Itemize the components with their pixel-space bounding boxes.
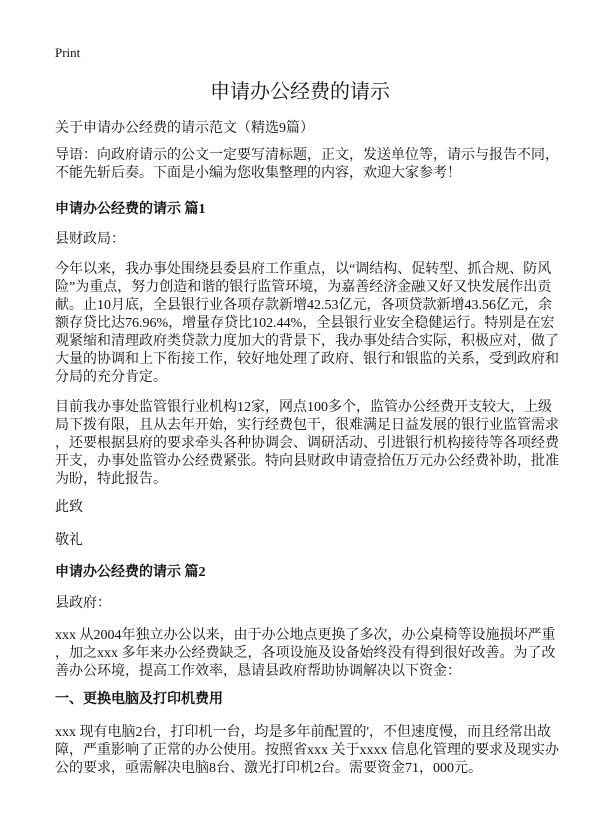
text-line: xxx 现有电脑2台，打印机一台，均是多年前配置的'，不但速度慢，而且经常出故 [55, 725, 552, 740]
closing-2: 敬礼 [55, 533, 83, 548]
text-line: 大量的协调和上下衔接工作，较好地处理了政府、银行和银监的关系，受到政府和 [55, 352, 559, 367]
intro [55, 147, 560, 183]
text-line: 开支，办事处监管办公经费紧张。特向县财政申请壹拾伍万元办公经费补助，批准 [55, 454, 559, 469]
text-line: 险”为重点，努力创造和谐的银行监管环境，为嘉善经济金融又好又快发展作出贡 [55, 280, 552, 295]
closing-1: 此致 [55, 500, 83, 515]
page-title: 申请办公经费的请示 [210, 79, 390, 103]
print-link[interactable]: Print [55, 45, 81, 60]
text-line: ，还要根据县府的要求牵头各种协调会、调研活动、引进银行机构接待等各项经费 [55, 436, 559, 451]
text-line: 今年以来，我办事处围绕县委县府工作重点，以“调结构、促转型、抓合规、防风 [55, 262, 552, 277]
subheading: 一、更换电脑及打印机费用 [55, 692, 223, 707]
addressee-2: 县政府： [55, 596, 111, 611]
text-line: 额存贷比达76.96%，增量存贷比102.44%，全县银行业安全稳健运行。特别是在宏 [55, 316, 555, 331]
text-line: 局下拨有限，且从去年开始，实行经费包干，很难满足日益发展的银行业监管需求 [55, 418, 559, 433]
text-line: 观紧缩和清理政府类贷款力度加大的背景下，我办事处结合实际，积极应对，做了 [55, 334, 559, 349]
section2-para1 [55, 627, 560, 681]
text-line: xxx 从2004年独立办公以来，由于办公地点更换了多次，办公桌椅等设施损坏严重 [55, 628, 556, 643]
section-heading-2: 申请办公经费的请示 篇2 [55, 565, 206, 580]
text-line: 目前我办事处监管银行业机构12家，网点100多个，监管办公经费开支较大，上级 [55, 400, 552, 415]
intro-line: 导语：向政府请示的公文一定要写清标题，正文，发送单位等，请示与报告不同， [55, 148, 559, 163]
section1-para1 [55, 261, 560, 387]
text-line: ，加之xxx 多年来办公经费缺乏，各项设施及设备始终没有得到很好改善。为了改 [55, 646, 556, 661]
text-line: 公的要求，亟需解决电脑8台、激光打印机2台。需要资金71，000元。 [55, 761, 482, 776]
text-line: 善办公环境，提高工作效率，恳请县政府帮助协调解决以下资金： [55, 664, 461, 679]
section-heading-1: 申请办公经费的请示 篇1 [55, 202, 206, 217]
subtitle: 关于申请办公经费的请示范文（精选9篇） [55, 121, 314, 136]
text-line: 献。止10月底，全县银行业各项存款新增42.53亿元，各项贷款新增43.56亿元，余 [55, 298, 552, 313]
section2-para2 [55, 724, 560, 778]
text-line: 障，严重影响了正常的办公使用。按照省xxx 关于xxxx 信息化管理的要求及现实办 [55, 743, 559, 758]
text-line: 为盼，特此报告。 [55, 472, 167, 487]
text-line: 分局的充分肯定。 [55, 370, 167, 385]
intro-line: 不能先斩后奏。下面是小编为您收集整理的内容，欢迎大家参考！ [55, 166, 461, 181]
addressee-1: 县财政局： [55, 232, 125, 247]
section1-para2 [55, 399, 560, 489]
